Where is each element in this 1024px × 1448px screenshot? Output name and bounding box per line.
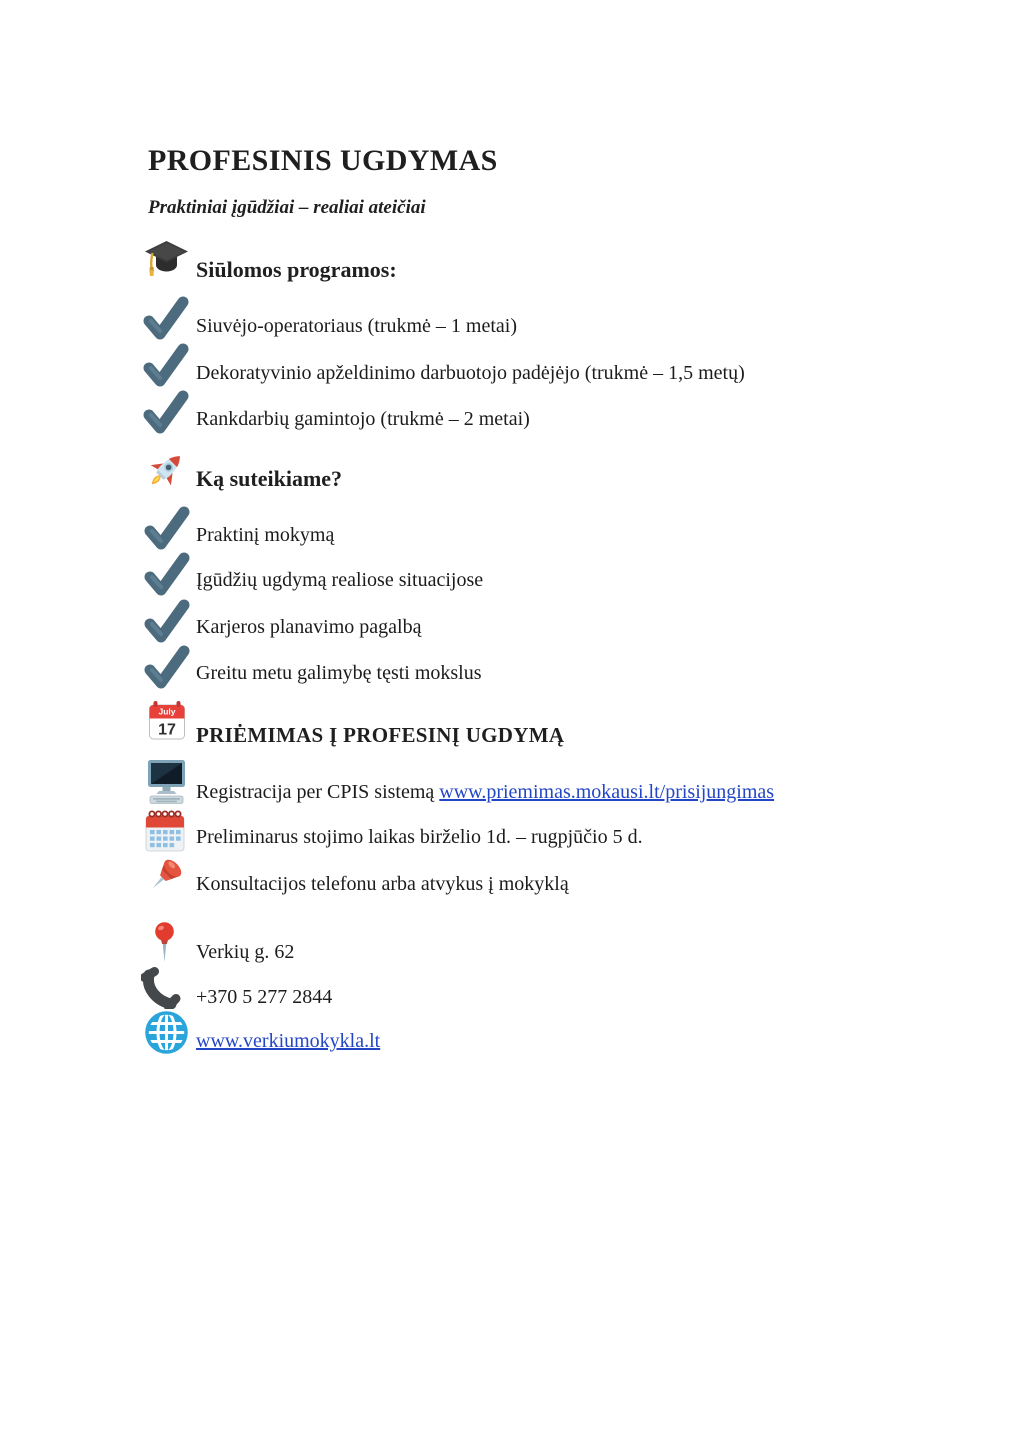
check-icon (143, 343, 189, 387)
program-item: Siuvėjo-operatoriaus (trukmė – 1 metai) (196, 315, 518, 337)
website-row (196, 1030, 380, 1052)
check-icon (144, 645, 190, 689)
check-icon (144, 552, 190, 596)
address-text: Verkių g. 62 (196, 941, 295, 963)
check-icon (143, 390, 189, 434)
page-subtitle: Praktiniai įgūdžiai – realiai ateičiai (148, 197, 426, 218)
phone-icon (141, 967, 187, 1009)
check-icon (144, 506, 190, 550)
admission-heading: PRIĖMIMAS Į PROFESINĮ UGDYMĄ (196, 723, 565, 747)
benefit-item: Greitu metu galimybę tęsti mokslus (196, 662, 482, 684)
spiral-calendar-icon (145, 809, 185, 852)
programs-heading: Siūlomos programos: (196, 257, 397, 282)
phone-text: +370 5 277 2844 (196, 986, 333, 1008)
calendar-day-label: 17 (158, 721, 176, 739)
page-title: PROFESINIS UGDYMAS (148, 144, 498, 177)
consultation-text: Konsultacijos telefonu arba atvykus į mokyklą (196, 873, 569, 895)
program-item: Dekoratyvinio apželdinimo darbuotojo padėjėjo (trukmė – 1,5 metų) (196, 362, 745, 384)
check-icon (143, 296, 189, 340)
benefit-item: Praktinį mokymą (196, 524, 335, 546)
check-icon (144, 599, 190, 643)
benefits-heading: Ką suteikiame? (196, 466, 343, 491)
website-link[interactable]: www.verkiumokykla.lt (196, 1030, 381, 1052)
program-item: Rankdarbių gamintojo (trukmė – 2 metai) (196, 408, 530, 430)
registration-label: Registracija per CPIS sistemą (196, 781, 440, 803)
benefit-item: Karjeros planavimo pagalbą (196, 616, 422, 638)
registration-row (196, 781, 774, 803)
rocket-icon (140, 446, 192, 494)
globe-icon (144, 1010, 189, 1055)
pushpin-icon (141, 855, 191, 900)
calendar-icon (148, 700, 186, 741)
deadline-text: Preliminarus stojimo laikas birželio 1d. – rugpjūčio 5 d. (196, 826, 643, 848)
round-pushpin-icon (153, 921, 176, 968)
registration-link[interactable]: www.priemimas.mokausi.lt/prisijungimas (439, 781, 775, 803)
graduation-cap-icon (143, 238, 190, 281)
computer-icon (146, 759, 187, 804)
calendar-month-label: July (158, 706, 176, 717)
benefit-item: Įgūdžių ugdymą realiose situacijose (196, 569, 484, 591)
